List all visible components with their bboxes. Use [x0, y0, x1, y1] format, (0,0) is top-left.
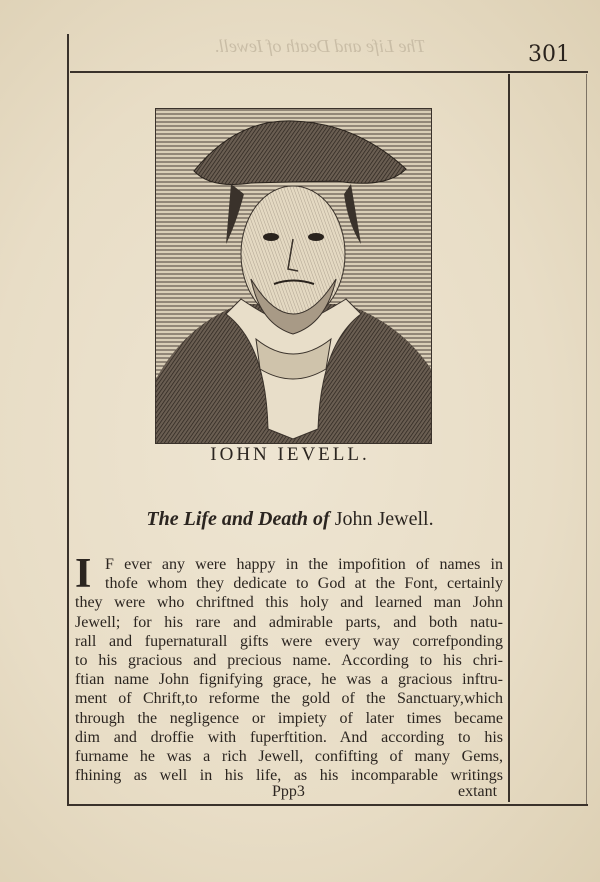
title-name: John Jewell.	[334, 508, 434, 530]
chapter-title	[70, 508, 510, 531]
portrait-engraving	[155, 108, 432, 444]
left-rule	[67, 34, 69, 806]
text-line: Jewell; for his rare and admirable parts, and both natu-	[75, 613, 503, 631]
text-line: rall and fupernaturall gifts were every way correfponding	[75, 632, 503, 650]
outer-right-rule	[586, 74, 587, 804]
text-line: dim and droffie with fuperftition. And according to his	[75, 728, 503, 746]
portrait-image	[156, 109, 431, 443]
text-line: to his gracious and precious name. According to his chri-	[75, 651, 503, 669]
page-number: 301	[528, 42, 570, 67]
right-rule	[508, 74, 510, 802]
text-line: thofe whom they dedicate to God at the Font, certainly	[105, 575, 503, 593]
catchword: extant	[458, 783, 498, 800]
text-line: fhining as well in his life, as his incomparable writings	[75, 767, 503, 785]
signature-mark: Ppp3	[272, 783, 305, 800]
portrait-caption: IOHN IEVELL.	[210, 444, 370, 465]
text-line: furname he was a rich Jewell, confifting of many Gems,	[75, 747, 503, 765]
title-italic: The Life and Death of	[146, 508, 330, 530]
bottom-rule	[68, 804, 588, 806]
text-line: they were who chriftned this holy and learned man John	[75, 594, 503, 612]
text-line: ftian name John fignifying grace, he was a gracious inftru-	[75, 671, 503, 689]
drop-cap: I	[75, 551, 92, 597]
text-line: ment of Chrift,to reforme the gold of the Sanctuary,which	[75, 690, 503, 708]
body-text	[75, 551, 503, 785]
text-line: F ever any were happy in the impofition of names in	[105, 556, 503, 573]
text-line: through the negligence or impiety of later times became	[75, 709, 503, 727]
top-rule	[70, 71, 588, 73]
bleed-through-header: The Life and Death of Iewell.	[214, 36, 426, 56]
